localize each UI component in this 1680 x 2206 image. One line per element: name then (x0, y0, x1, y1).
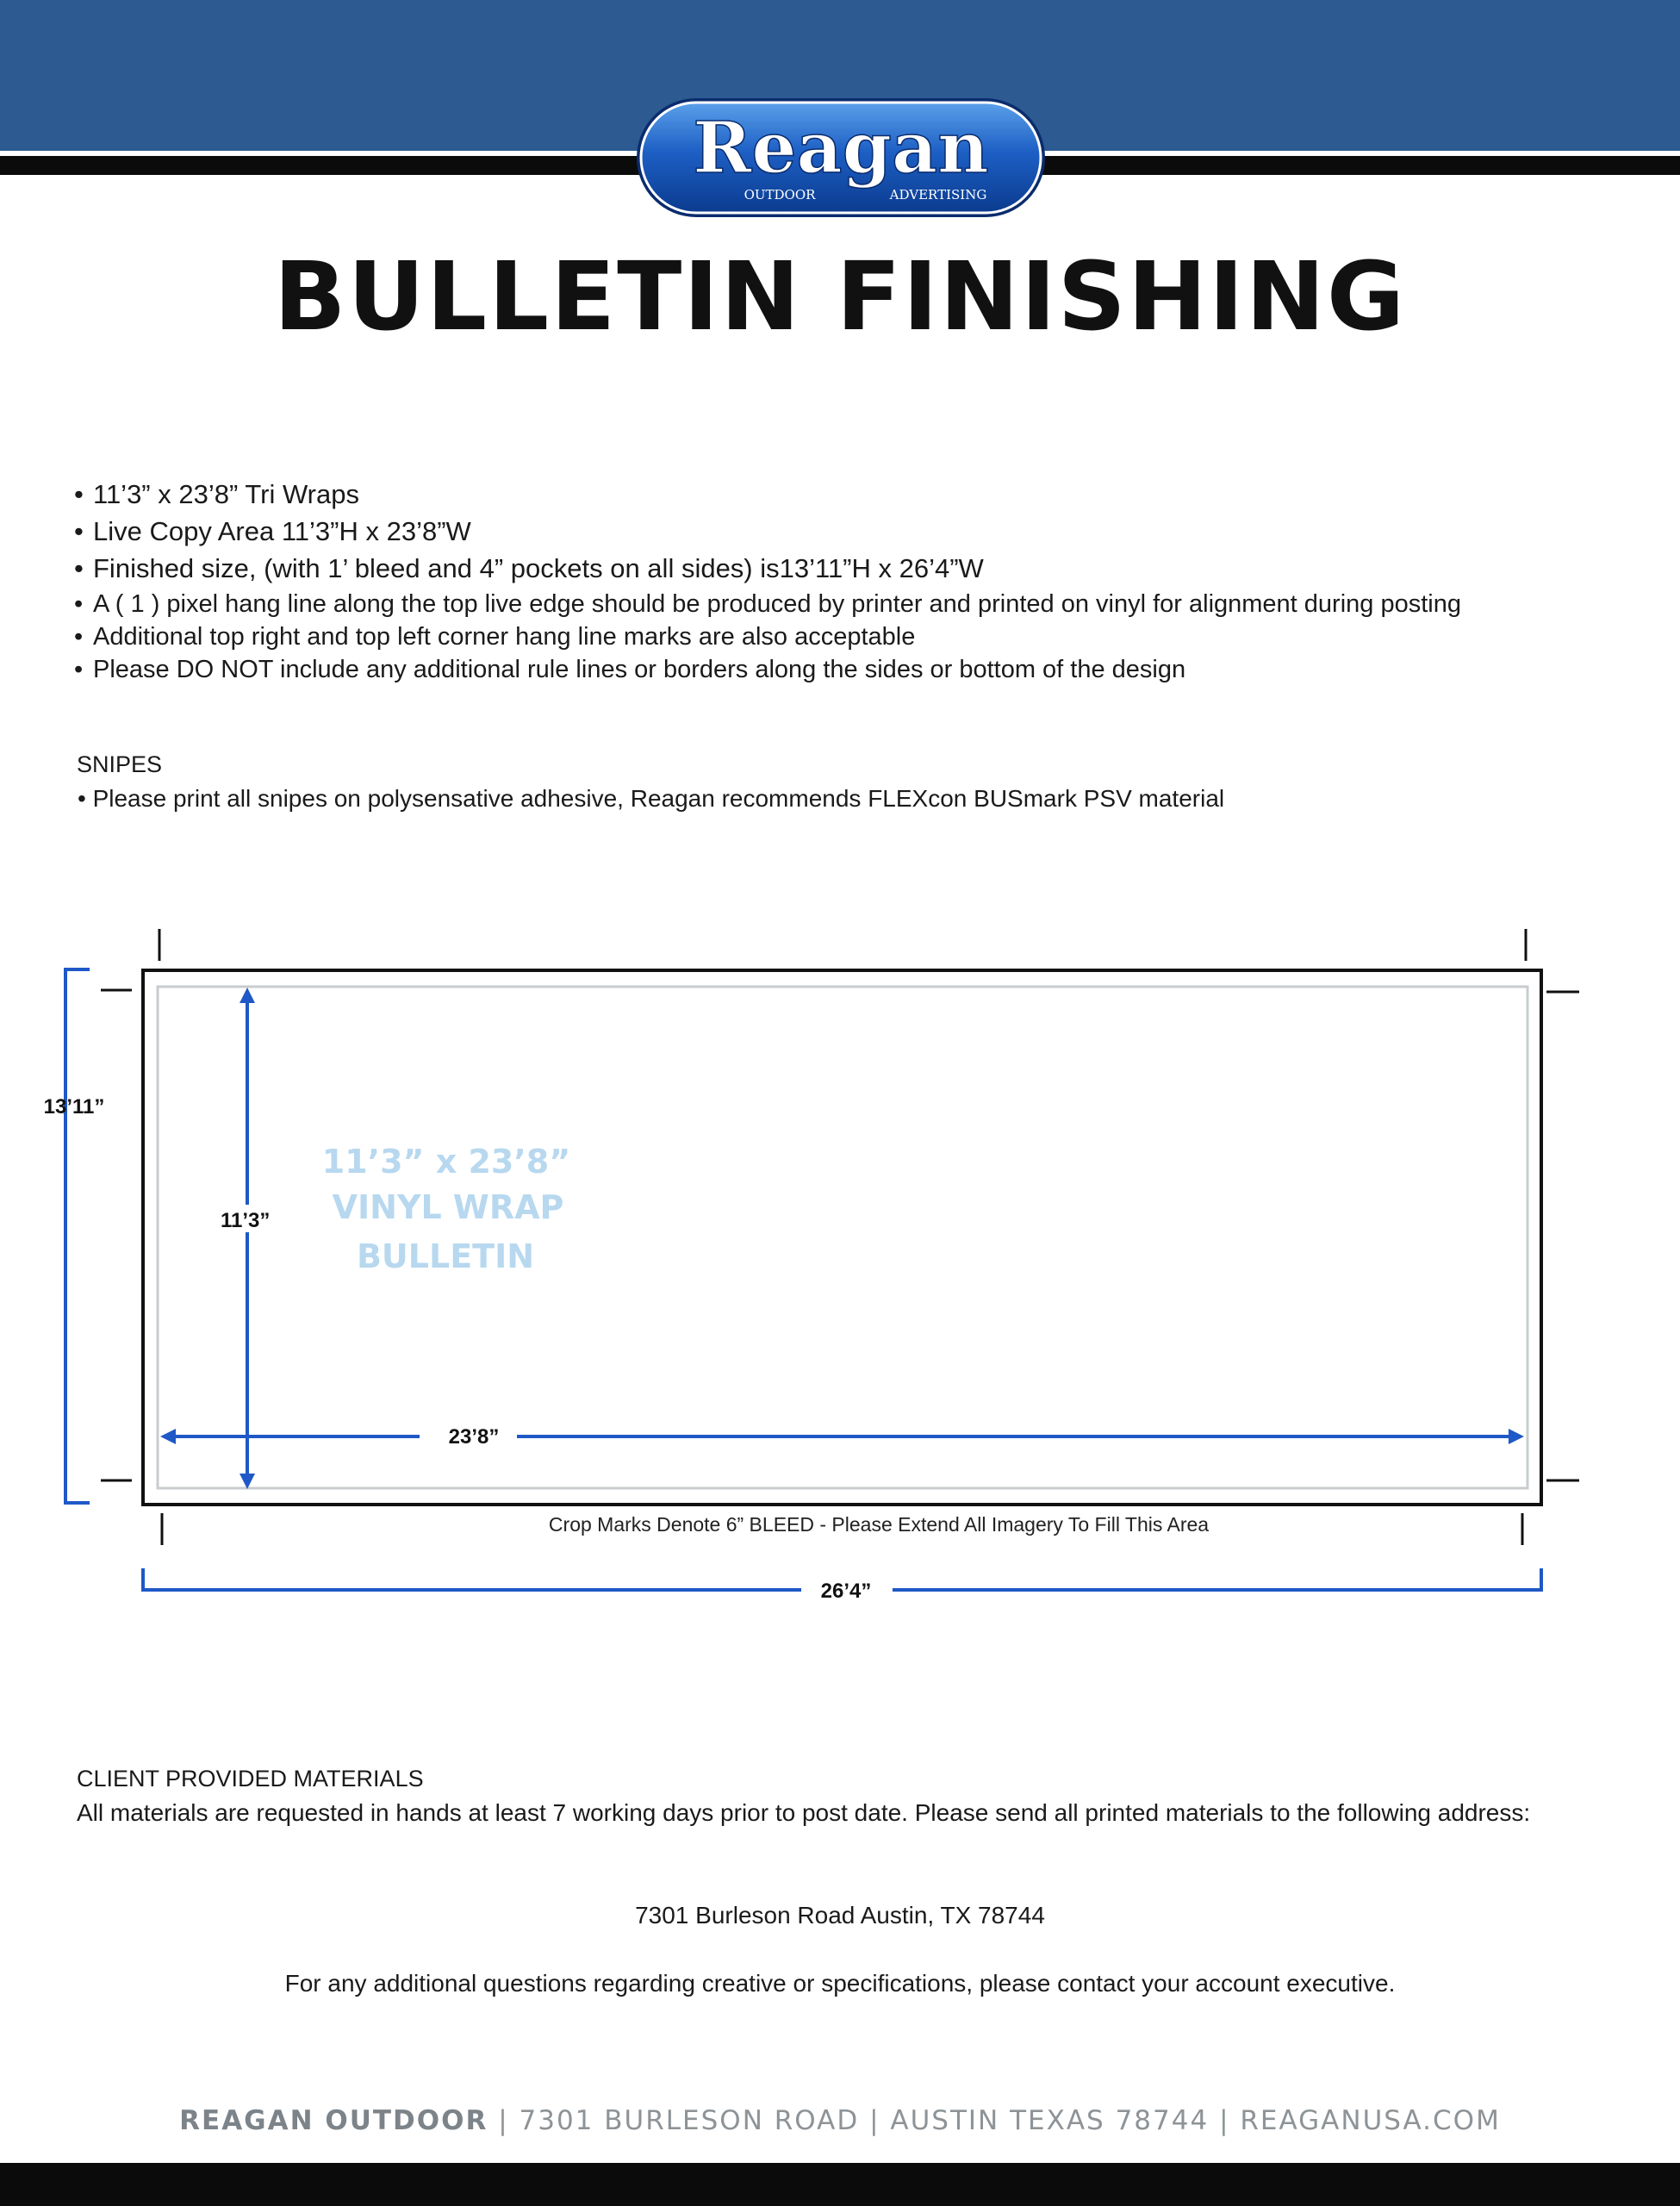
outer-height-label: 13’11” (43, 1095, 105, 1119)
page-title: BULLETIN FINISHING (273, 241, 1407, 352)
footer-company: REAGAN OUTDOOR (179, 2105, 488, 2136)
spec-item: • Additional top right and top left corner hang line marks are also acceptable (74, 620, 1461, 653)
footer-separator: | (498, 2105, 509, 2136)
live-height-label: 11’3” (221, 1209, 271, 1232)
logo-wordmark: Reagan (693, 107, 989, 190)
spec-list-secondary (74, 588, 1461, 686)
footer-street: 7301 BURLESON ROAD (519, 2105, 860, 2136)
materials-text: All materials are requested in hands at least 7 working days prior to post date. Please send all printed materials to the following address: (77, 1799, 1531, 1826)
spec-item: • A ( 1 ) pixel hang line along the top live edge should be produced by printer and printed on vinyl for alignment during posting (74, 588, 1461, 620)
outer-width-label: 26’4” (820, 1580, 872, 1603)
vinyl-wrap-watermark-subtitle: BULLETIN (356, 1237, 535, 1275)
snipes-heading: SNIPES (77, 751, 163, 777)
mailing-address: 7301 Burleson Road Austin, TX 78744 (635, 1902, 1045, 1929)
materials-heading: CLIENT PROVIDED MATERIALS (77, 1766, 424, 1792)
live-height-arrow (240, 988, 255, 1489)
spec-item: • Finished size, (with 1’ bleed and 4” pockets on all sides) is13’11”H x 26’4”W (74, 550, 984, 587)
footer-separator: | (1219, 2105, 1230, 2136)
finished-size-frame (143, 970, 1541, 1505)
bulletin-diagram (0, 913, 1680, 1620)
spec-list-primary (74, 476, 984, 587)
footer-band (0, 2163, 1680, 2206)
crop-marks (101, 929, 1579, 1545)
contact-note: For any additional questions regarding creative or specifications, please contact your account executive. (284, 1970, 1396, 1997)
live-width-arrow (160, 1429, 1524, 1444)
logo-tagline-right: ADVERTISING (889, 187, 987, 203)
logo-tagline-left: OUTDOOR (744, 187, 816, 203)
live-width-label: 23’8” (448, 1425, 500, 1449)
spec-item: • Live Copy Area 11’3”H x 23’8”W (74, 513, 984, 550)
footer-city: AUSTIN TEXAS 78744 (890, 2105, 1210, 2136)
footer-separator: | (869, 2105, 880, 2136)
crop-marks-note: Crop Marks Denote 6” BLEED - Please Extend All Imagery To Fill This Area (548, 1513, 1210, 1536)
footer-website[interactable]: REAGANUSA.COM (1240, 2105, 1501, 2136)
spec-item: • 11’3” x 23’8” Tri Wraps (74, 476, 984, 513)
vinyl-wrap-watermark-title: VINYL WRAP (332, 1188, 564, 1226)
height-bracket (65, 969, 90, 1503)
footer (0, 2105, 1680, 2136)
snipes-text: • Please print all snipes on polysensative adhesive, Reagan recommends FLEXcon BUSmark PSV material (78, 785, 1225, 812)
spec-item: • Please DO NOT include any additional rule lines or borders along the sides or bottom of the design (74, 653, 1461, 686)
vinyl-wrap-watermark-size: 11’3” x 23’8” (321, 1143, 571, 1181)
reagan-logo (635, 97, 1047, 219)
